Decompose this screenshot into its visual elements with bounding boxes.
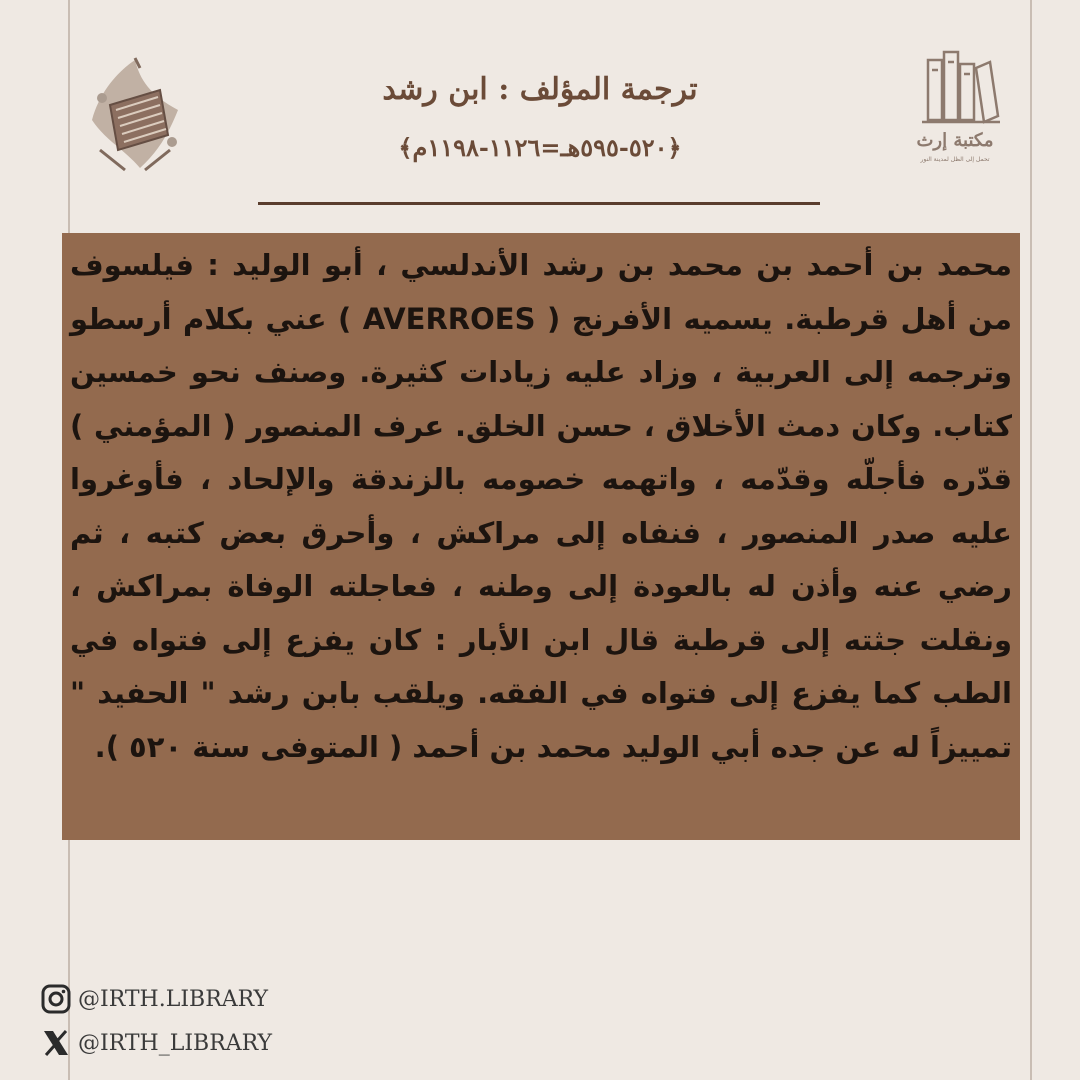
library-logo-name: مكتبة إرث xyxy=(916,130,994,151)
title-divider xyxy=(258,202,820,205)
instagram-handle[interactable]: @IRTH.LIBRARY xyxy=(78,986,269,1012)
x-icon xyxy=(40,1027,72,1059)
x-handle-row[interactable] xyxy=(40,1026,272,1060)
biography-text: محمد بن أحمد بن محمد بن رشد الأندلسي ، أبو الوليد : فيلسوف من أهل قرطبة. يسميه الأفرنج ( AVERROES ) عني بكلام أرسطو وترجمه إلى العربية ، وزاد عليه زيادات كثيرة. وصنف نحو خمسين كتاب. وكان دمث الأخلاق ، حسن الخلق. عرف المنصور ( المؤمني ) قدّره فأجلّه وقدّمه ، واتهمه خصومه بالزندقة والإلحاد ، فأوغروا عليه صدر المنصور ، فنفاه إلى مراكش ، وأحرق بعض كتبه ، ثم رضي عنه وأذن له بالعودة إلى وطنه ، فعاجلته الوفاة بمراكش ، ونقلت جثته إلى قرطبة قال ابن الأبار : كان يفزع إلى فتواه في الطب كما يفزع إلى فتواه في الفقه. ويلقب بابن رشد " الحفيد " تمييزاً له عن جده أبي الوليد محمد بن أحمد ( المتوفى سنة ٥٢٠ ). xyxy=(70,248,1012,764)
x-handle[interactable]: @IRTH_LIBRARY xyxy=(78,1030,273,1056)
author-dates: ﴿٥٢٠-٥٩٥هـ=١١٢٦-١١٩٨م﴾ xyxy=(398,133,682,162)
library-logo-tagline: تحمل إلى الظل لمدينة النور xyxy=(920,156,990,163)
biography-panel xyxy=(62,233,1020,840)
book-emblem-icon xyxy=(80,50,190,180)
library-logo xyxy=(900,38,1010,168)
instagram-icon xyxy=(40,983,72,1015)
page-title: ترجمة المؤلف : ابن رشد xyxy=(382,72,698,107)
library-books-icon xyxy=(900,38,1010,130)
instagram-handle-row[interactable] xyxy=(40,982,268,1016)
frame-line-right xyxy=(1030,0,1032,1080)
